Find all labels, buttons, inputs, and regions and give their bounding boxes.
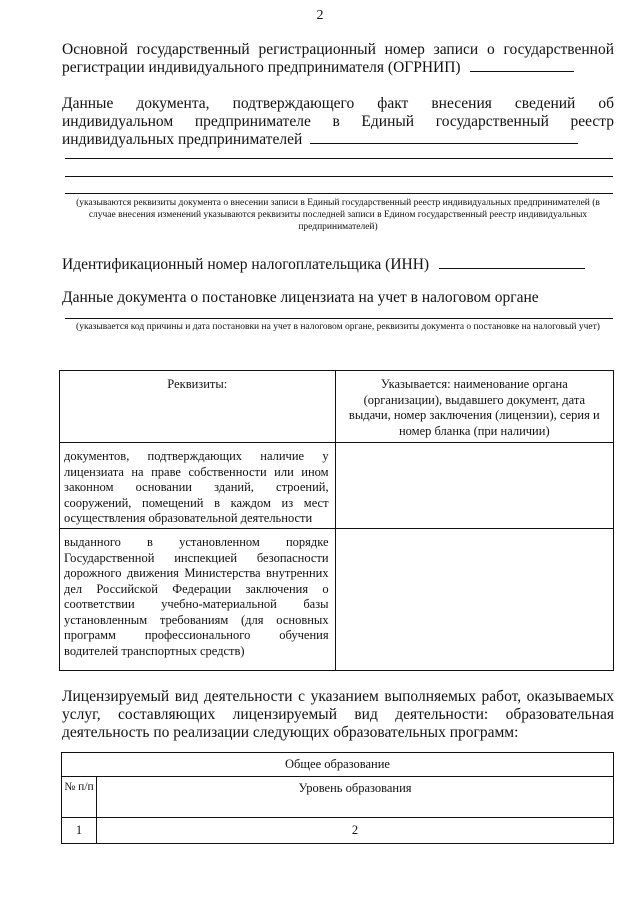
requisites-row-2-label: выданного в установленном порядке Государственной инспекцией безопасности дорожного движения Министерства внутренних дел Российской Федерации заключения о соответствии учебно-материальной базы установленным требованиям (для основных программ профессионального обучения водителей транспортных средств) (60, 529, 336, 671)
education-table (61, 752, 614, 844)
requisites-header-row (60, 371, 614, 443)
egrip-doc-label: Данные документа, подтверждающего факт внесения сведений об индивидуальном предпринимателе в Единый государственный реестр индивидуальных предпринимателей (62, 95, 614, 148)
egrip-doc-line-2[interactable] (65, 176, 613, 177)
tax-doc-input-line[interactable] (65, 318, 613, 319)
table-row (60, 443, 614, 529)
ogrnip-input-line[interactable] (470, 70, 574, 72)
education-header-row (62, 777, 614, 818)
table-row (62, 818, 614, 844)
egrip-doc-line-1[interactable] (65, 158, 613, 159)
requisites-header-left: Реквизиты: (60, 371, 336, 443)
education-table-title: Общее образование (62, 753, 614, 777)
education-col-num: № п/п (62, 777, 97, 818)
ogrnip-section (62, 41, 614, 77)
inn-section (62, 256, 614, 274)
requisites-row-2-value[interactable] (335, 529, 613, 671)
inn-input-line[interactable] (439, 267, 585, 269)
education-title-row (62, 753, 614, 777)
requisites-header-right: Указывается: наименование органа (организации), выдавшего документ, дата выдачи, номер заключения (лицензии), серия и номер бланка (при наличии) (335, 371, 613, 443)
egrip-doc-input-line[interactable] (310, 142, 578, 144)
inn-label: Идентификационный номер налогоплательщика (ИНН) (62, 256, 430, 273)
egrip-doc-line-3[interactable] (65, 193, 613, 194)
tax-doc-note: (указывается код причины и дата постановки на учет в налоговом органе, реквизиты документа о постановке на налоговый учет) (76, 322, 600, 332)
requisites-row-1-value[interactable] (335, 443, 613, 529)
education-col-level: Уровень образования (97, 777, 614, 818)
page-number: 2 (316, 8, 324, 23)
ogrnip-label: Основной государственный регистрационный номер записи о государственной регистрации индивидуального предпринимателя (ОГРНИП) (62, 41, 614, 76)
education-row-level: 2 (97, 818, 614, 844)
education-row-num: 1 (62, 818, 97, 844)
egrip-doc-section (62, 95, 614, 149)
egrip-doc-note: (указываются реквизиты документа о внесении записи в Единый государственный реестр индивидуальных предпринимателей (в случае внесения изменений указываются реквизиты последней записи в Едином государственный реестр индивидуальных предпринимателей) (76, 198, 600, 232)
requisites-table (59, 370, 614, 671)
table-row (60, 529, 614, 671)
requisites-row-1-label: документов, подтверждающих наличие у лицензиата на праве собственности или ином законном основании зданий, строений, сооружений, помещений в каждом из мест осуществления образовательной деятельности (60, 443, 336, 529)
tax-doc-label: Данные документа о постановке лицензиата на учет в налоговом органе (62, 289, 539, 306)
activity-text: Лицензируемый вид деятельности с указанием выполняемых работ, оказываемых услуг, составляющих лицензируемый вид деятельности: образовательная деятельность по реализации следующих образовательных программ: (62, 688, 614, 741)
